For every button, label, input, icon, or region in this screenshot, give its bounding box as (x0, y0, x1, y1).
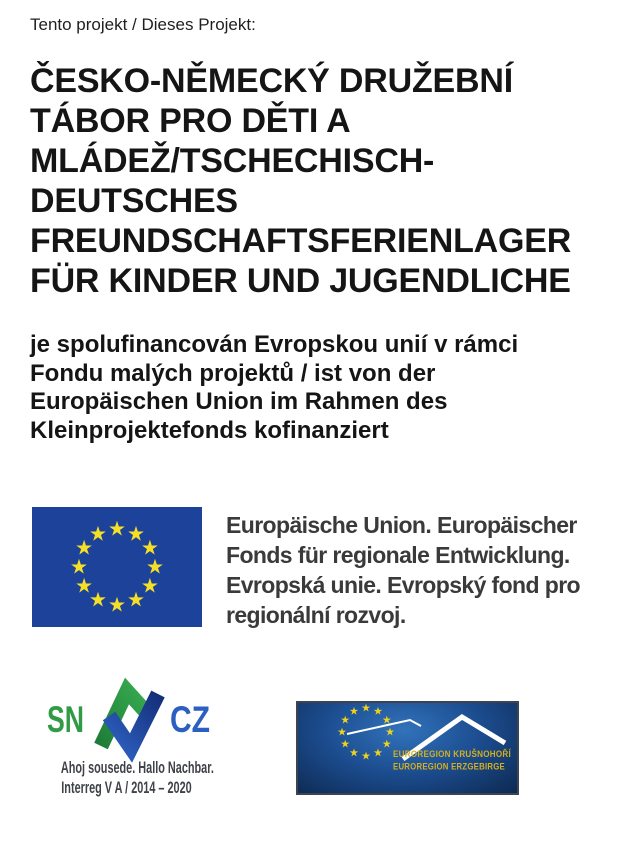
intro-line: Tento projekt / Dieses Projekt: (30, 15, 256, 34)
star-icon (374, 707, 382, 715)
text-line: regionální rozvoj. (226, 602, 406, 628)
star-icon (383, 716, 391, 724)
mountain-ridge-small-icon (347, 720, 421, 734)
text-line: ČESKO-NĚMECKÝ DRUŽEBNÍ (30, 62, 513, 100)
star-icon (383, 740, 391, 748)
euroregion-name-de: EUROREGION ERZGEBIRGE (393, 761, 505, 773)
text-line: je spolufinancován Evropskou unií v rámci (30, 331, 519, 358)
interreg-sn-cz-logo (45, 684, 213, 752)
euroregion-name-cz: EUROREGION KRUŠNOHOŘÍ (393, 749, 532, 760)
text-line: Europäischen Union im Rahmen des (30, 388, 448, 415)
text-line: Fonds für regionale Entwicklung. (226, 542, 570, 568)
text-line: Evropská unie. Evropský fond pro (226, 572, 580, 598)
star-icon (362, 752, 370, 760)
text-line: Ahoj sousede. Hallo Nachbar. (60, 758, 214, 777)
funding-statement (30, 331, 518, 445)
sn-label: SN (47, 699, 84, 740)
text-line: Europäische Union. Europäischer (226, 512, 577, 538)
text-line: Interreg V A / 2014 – 2020 (61, 777, 192, 797)
star-icon (350, 748, 358, 756)
eu-fund-caption (226, 510, 580, 630)
star-icon (338, 728, 346, 736)
star-icon (374, 748, 382, 756)
star-icon (362, 704, 370, 712)
interreg-tagline (24, 758, 229, 797)
text-line: Kleinprojektefonds kofinanziert (30, 416, 389, 444)
text-line: FREUNDSCHAFTSFERIENLAGER (30, 222, 572, 260)
text-line: MLÁDEŽ/TSCHECHISCH- (30, 142, 435, 180)
star-icon (386, 728, 394, 736)
star-icon (341, 740, 349, 748)
star-icon (350, 707, 358, 715)
text-line: FÜR KINDER UND JUGENDLICHE (30, 262, 571, 300)
cz-label: CZ (170, 699, 210, 740)
eu-flag-logo (32, 507, 202, 627)
euroregion-logo-icon (298, 703, 532, 793)
text-line: TÁBOR PRO DĚTI A (30, 102, 351, 140)
euroregion-logo (296, 701, 532, 795)
eu-flag-icon (32, 507, 202, 627)
star-icon (341, 716, 349, 724)
project-title (30, 61, 571, 301)
euroregion-stars-circle-icon (338, 704, 394, 760)
text-line: Fondu malých projektů / ist von der (30, 359, 436, 387)
text-line: DEUTSCHES (30, 182, 238, 220)
